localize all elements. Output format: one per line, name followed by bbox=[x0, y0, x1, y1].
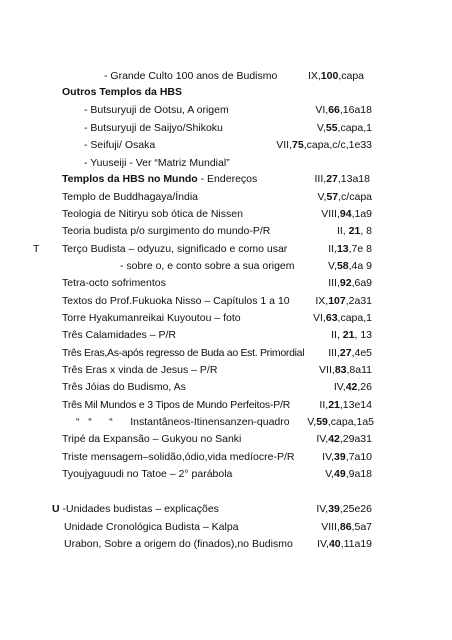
entry-title: Três Jóias do Budismo, As bbox=[62, 381, 186, 393]
index-entry bbox=[0, 222, 452, 240]
entry-reference: VI,66,16a18 bbox=[315, 104, 372, 116]
index-entry bbox=[0, 257, 452, 275]
index-entry bbox=[0, 518, 452, 536]
index-entry bbox=[0, 240, 452, 258]
entry-reference: III,27,13a18 bbox=[314, 173, 370, 185]
entry-reference: IV,39,25e26 bbox=[316, 503, 372, 515]
entry-title: Teologia de Nitiryu sob ótica de Nissen bbox=[62, 208, 243, 220]
entry-title: - Butsuryuji de Ootsu, A origem bbox=[84, 104, 229, 116]
index-entry bbox=[0, 378, 452, 396]
index-entry bbox=[0, 205, 452, 223]
entry-reference: V,55,capa,1 bbox=[316, 122, 372, 134]
index-entry bbox=[0, 344, 452, 362]
entry-reference: VII,75,capa,c/c,1e33 bbox=[276, 139, 372, 151]
entry-title: Tripé da Expansão – Gukyou no Sanki bbox=[62, 433, 242, 445]
entry-reference: II,21,13e14 bbox=[319, 399, 372, 411]
entry-title: Triste mensagem–solidão,ódio,vida medíocre-P/R bbox=[62, 451, 295, 463]
entry-title: - Yuuseiji - Ver “Matriz Mundial” bbox=[84, 157, 230, 169]
index-entry bbox=[0, 448, 452, 466]
index-entry bbox=[0, 413, 452, 431]
entry-title: Três Calamidades – P/R bbox=[62, 329, 176, 341]
entry-reference: VII,83,8a11 bbox=[319, 364, 372, 376]
entry-reference: V,59,capa,1a5 bbox=[307, 416, 374, 428]
entry-reference: V,57,c/capa bbox=[317, 191, 372, 203]
entry-title: Tyoujyaguudi no Tatoe – 2° parábola bbox=[62, 468, 233, 480]
entry-title: Tetra-octo sofrimentos bbox=[62, 277, 166, 289]
entry-title: U -Unidades budistas – explicações bbox=[52, 503, 219, 515]
entry-title: Urabon, Sobre a origem do (finados),no Budismo bbox=[64, 538, 293, 550]
entry-title: “ “ “ Instantâneos-Itinensanzen-quadro bbox=[76, 416, 290, 428]
letter-marker: T bbox=[33, 243, 40, 255]
entry-reference: VIII,86,5a7 bbox=[321, 521, 372, 533]
entry-title: - Seifuji/ Osaka bbox=[84, 139, 156, 151]
entry-reference: II,13,7e 8 bbox=[328, 243, 372, 255]
entry-title: Templo de Buddhagaya/Índia bbox=[62, 191, 199, 203]
entry-reference: IV,40,11a19 bbox=[317, 538, 372, 550]
index-entry bbox=[0, 170, 452, 188]
entry-reference: III,27,4e5 bbox=[328, 347, 372, 359]
index-entry bbox=[0, 361, 452, 379]
entry-reference: V,58,4a 9 bbox=[327, 260, 372, 272]
index-entry bbox=[0, 292, 452, 310]
index-entry bbox=[0, 119, 452, 137]
index-entry bbox=[0, 309, 452, 327]
entry-title: Terço Budista – odyuzu, significado e como usar bbox=[62, 243, 288, 255]
entry-title: Três Mil Mundos e 3 Tipos de Mundo Perfeitos-P/R bbox=[62, 399, 291, 411]
entry-title: Unidade Cronológica Budista – Kalpa bbox=[64, 521, 239, 533]
entry-title: - sobre o, e conto sobre a sua origem bbox=[120, 260, 295, 272]
entry-title: Torre Hyakumanreikai Kuyoutou – foto bbox=[62, 312, 241, 324]
entry-reference: III,92,6a9 bbox=[328, 277, 372, 289]
entry-reference: II, 21, 13 bbox=[331, 329, 372, 341]
index-entry bbox=[0, 188, 452, 206]
entry-reference: V,49,9a18 bbox=[325, 468, 372, 480]
section-heading bbox=[0, 83, 452, 101]
entry-reference: II, 21, 8 bbox=[336, 225, 372, 237]
index-entry bbox=[0, 535, 452, 553]
entry-title: Três Eras,As-após regresso de Buda ao Est. Primordial bbox=[62, 347, 305, 359]
index-entry bbox=[0, 101, 452, 119]
entry-reference: IX,107,2a31 bbox=[315, 295, 372, 307]
entry-title: Teoria budista p/o surgimento do mundo-P/R bbox=[62, 225, 271, 237]
entry-reference: IV,39,7a10 bbox=[322, 451, 372, 463]
entry-title: Templos da HBS no Mundo - Endereços bbox=[62, 173, 258, 185]
index-entry bbox=[0, 326, 452, 344]
entry-title: - Butsuryuji de Saijyo/Shikoku bbox=[84, 122, 223, 134]
entry-title: Textos do Prof.Fukuoka Nisso – Capítulos 1 a 10 bbox=[62, 295, 290, 307]
index-entry bbox=[0, 274, 452, 292]
entry-reference: VIII,94,1a9 bbox=[321, 208, 372, 220]
index-entry bbox=[0, 396, 452, 414]
entry-title: Outros Templos da HBS bbox=[62, 86, 182, 98]
entry-reference: IX,100,capa bbox=[307, 70, 364, 82]
entry-reference: IV,42,29a31 bbox=[316, 433, 372, 445]
index-entry bbox=[0, 136, 452, 154]
entry-reference: VI,63,capa,1 bbox=[313, 312, 372, 324]
entry-title: Três Eras x vinda de Jesus – P/R bbox=[62, 364, 218, 376]
entry-title: - Grande Culto 100 anos de Budismo bbox=[104, 70, 278, 82]
index-entry bbox=[0, 465, 452, 483]
entry-reference: IV,42,26 bbox=[333, 381, 372, 393]
index-entry bbox=[0, 430, 452, 448]
index-entry bbox=[0, 500, 452, 518]
